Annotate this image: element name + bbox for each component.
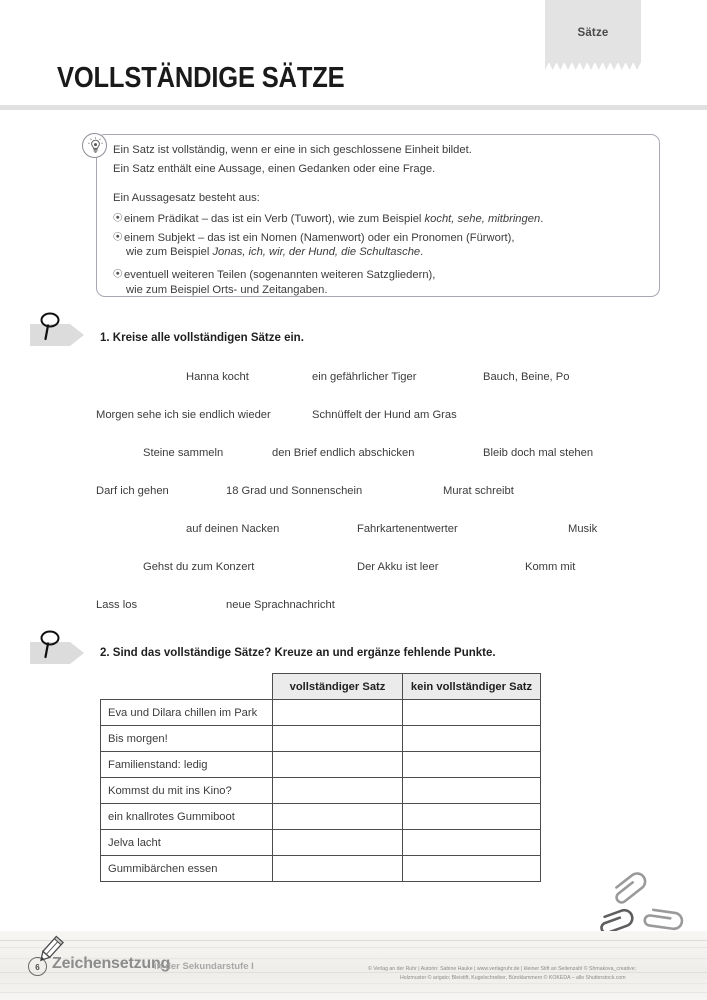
sentence-label-cell: Kommst du mit ins Kino?: [101, 778, 273, 804]
info-bullet-1-pre: einem Prädikat – das ist ein Verb (Tuwort), wie zum Beispiel: [124, 213, 425, 225]
sentence-label-cell: Eva und Dilara chillen im Park: [101, 700, 273, 726]
sentence-classification-table: [100, 673, 541, 882]
sentence-fragment[interactable]: auf deinen Nacken: [186, 523, 280, 535]
info-bullet-3-text: eventuell weiteren Teilen (sogenannten weiteren Satzgliedern),: [124, 269, 436, 281]
checkbox-cell-complete[interactable]: [273, 830, 403, 856]
info-bullet-2-text: einem Subjekt – das ist ein Nomen (Namenwort) oder ein Pronomen (Fürwort),: [124, 232, 515, 244]
table-row: [101, 856, 541, 882]
table-row: [101, 804, 541, 830]
sentence-fragment[interactable]: neue Sprachnachricht: [226, 599, 335, 611]
info-bullet-2-continuation: [126, 246, 423, 258]
table-body: [101, 700, 541, 882]
column-header-complete: vollständiger Satz: [273, 674, 403, 700]
sentence-fragment[interactable]: Musik: [568, 523, 598, 535]
checkbox-cell-incomplete[interactable]: [403, 726, 541, 752]
checkbox-cell-incomplete[interactable]: [403, 778, 541, 804]
checkbox-cell-incomplete[interactable]: [403, 804, 541, 830]
info-bullet-2-cont-post: .: [420, 246, 424, 258]
table-header-row: [101, 674, 541, 700]
checkbox-cell-complete[interactable]: [273, 804, 403, 830]
table-row: [101, 752, 541, 778]
checkbox-cell-incomplete[interactable]: [403, 830, 541, 856]
tab-torn-edge: [545, 62, 641, 70]
bullet-marker-icon: ⦿: [113, 269, 123, 280]
footer-credit-line-1: © Verlag an der Ruhr | Autorin: Sabine Hauke | www.verlagruhr.de | kleiner Stift an Seitenzahl © Shmakova_creative;: [368, 966, 637, 972]
bullet-marker-icon: ⦿: [113, 213, 123, 224]
sentence-fragment[interactable]: Murat schreibt: [443, 485, 514, 497]
sentence-fragment[interactable]: Lass los: [96, 599, 138, 611]
sentence-fragment[interactable]: Bleib doch mal stehen: [483, 447, 594, 459]
table-row: [101, 830, 541, 856]
checkbox-cell-incomplete[interactable]: [403, 700, 541, 726]
info-line-3: Ein Aussagesatz besteht aus:: [113, 192, 260, 204]
footer-credit-line-2: Holzmuster © arigato; Bleistift, Kugelschreiber, Büroklammern © KOKEDA – alle Shutterstock.com: [400, 975, 626, 981]
pushpin-arrow-marker-icon: [30, 312, 90, 346]
pushpin-icon: [38, 312, 64, 342]
sentence-fragment[interactable]: Der Akku ist leer: [357, 561, 439, 573]
sentence-label-cell: Bis morgen!: [101, 726, 273, 752]
sentence-label-cell: ein knallrotes Gummiboot: [101, 804, 273, 830]
info-bullet-2-cont-pre: wie zum Beispiel: [126, 246, 213, 258]
checkbox-cell-complete[interactable]: [273, 726, 403, 752]
info-bullet-1-post: .: [540, 213, 544, 225]
info-bullet-2: [113, 229, 514, 244]
chapter-tab-label: Sätze: [577, 27, 609, 39]
sentence-fragment[interactable]: Darf ich gehen: [96, 485, 169, 497]
footer-series-title: Zeichensetzung: [52, 955, 171, 972]
checkbox-cell-complete[interactable]: [273, 700, 403, 726]
lightbulb-icon: [82, 133, 107, 158]
checkbox-cell-complete[interactable]: [273, 752, 403, 778]
table-row: [101, 778, 541, 804]
page-title: VOLLSTÄNDIGE SÄTZE: [57, 62, 345, 94]
info-bullet-2-cont-emphasis: Jonas, ich, wir, der Hund, die Schultasche: [212, 246, 421, 258]
page-number: 6: [28, 957, 47, 976]
exercise-2-heading: 2. Sind das vollständige Sätze? Kreuze an und ergänze fehlende Punkte.: [100, 647, 496, 659]
info-bullet-3: [113, 266, 435, 281]
chapter-tab: [545, 0, 641, 63]
footer-series-subtitle: in der Sekundarstufe I: [154, 961, 254, 972]
sentence-label-cell: Jelva lacht: [101, 830, 273, 856]
checkbox-cell-complete[interactable]: [273, 856, 403, 882]
table-row: [101, 700, 541, 726]
column-header-incomplete: kein vollständiger Satz: [403, 674, 541, 700]
exercise-1-heading: 1. Kreise alle vollständigen Sätze ein.: [100, 332, 304, 344]
table-row: [101, 726, 541, 752]
sentence-fragment[interactable]: 18 Grad und Sonnenschein: [226, 485, 363, 497]
info-bullet-1: [113, 210, 543, 225]
info-line-2: Ein Satz enthält eine Aussage, einen Gedanken oder eine Frage.: [113, 163, 436, 175]
info-line-1: Ein Satz ist vollständig, wenn er eine in sich geschlossene Einheit bildet.: [113, 144, 472, 156]
pushpin-arrow-marker-icon: [30, 630, 90, 664]
info-bullet-3-continuation: wie zum Beispiel Orts- und Zeitangaben.: [126, 284, 328, 296]
checkbox-cell-incomplete[interactable]: [403, 856, 541, 882]
title-divider: [0, 105, 707, 110]
sentence-fragment[interactable]: Morgen sehe ich sie endlich wieder: [96, 409, 271, 421]
sentence-fragment[interactable]: Hanna kocht: [186, 371, 249, 383]
paperclips-icon: [596, 862, 701, 940]
info-bullet-1-emphasis: kocht, sehe, mitbringen: [424, 213, 541, 225]
sentence-label-cell: Gummibärchen essen: [101, 856, 273, 882]
sentence-label-cell: Familienstand: ledig: [101, 752, 273, 778]
sentence-fragment[interactable]: den Brief endlich abschicken: [272, 447, 415, 459]
sentence-fragment[interactable]: Bauch, Beine, Po: [483, 371, 570, 383]
sentence-fragment[interactable]: Schnüffelt der Hund am Gras: [312, 409, 457, 421]
checkbox-cell-complete[interactable]: [273, 778, 403, 804]
pushpin-icon: [38, 630, 64, 660]
sentence-fragment[interactable]: Gehst du zum Konzert: [143, 561, 255, 573]
table-corner-cell: [101, 674, 273, 700]
sentence-fragment[interactable]: Fahrkartenentwerter: [357, 523, 458, 535]
sentence-fragment[interactable]: Steine sammeln: [143, 447, 224, 459]
sentence-fragment[interactable]: Komm mit: [525, 561, 576, 573]
sentence-fragment[interactable]: ein gefährlicher Tiger: [312, 371, 417, 383]
bullet-marker-icon: ⦿: [113, 232, 123, 243]
checkbox-cell-incomplete[interactable]: [403, 752, 541, 778]
